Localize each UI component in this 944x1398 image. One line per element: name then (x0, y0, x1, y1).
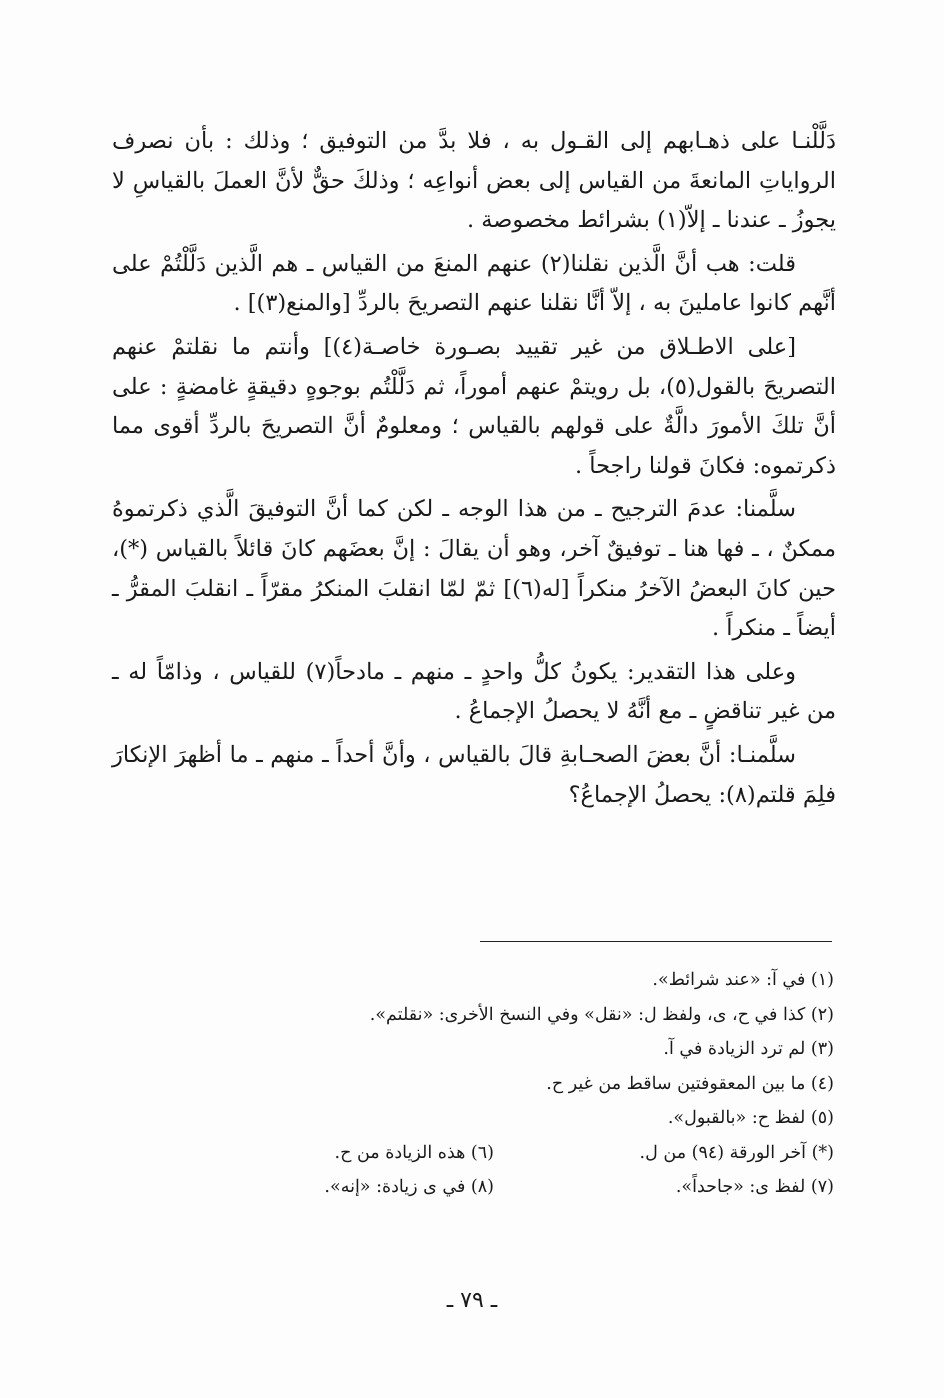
footnote-divider (480, 941, 832, 942)
paragraph-4: سلَّمنا: عدمَ الترجيح ـ من هذا الوجه ـ لكن كما أنَّ التوفيقَ الَّذي ذكرتموهُ ممكنٌ ، ـ فها هنا ـ توفيقٌ آخر، وهو أن يقالَ : إنَّ بعضَهم كانَ قائلاً بالقياس (*)، حين كانَ البعضُ الآخرُ منكراً [له(٦)] ثمّ لمّا انقلبَ المنكرُ مقرّاً ـ انقلبَ المقرُّ ـ أيضاً ـ منكراً . (112, 496, 836, 642)
footnote-7: (٧) لفظ ى: «جاحداً». (675, 1177, 834, 1197)
footnote-4: (٤) ما بين المعقوفتين ساقط من غير ح. (546, 1073, 834, 1094)
footnote-star: (*) آخر الورقة (٩٤) من ل. (639, 1142, 834, 1163)
footnote-row-7-8 (110, 1170, 834, 1205)
footnote-3: (٣) لم ترد الزيادة في آ. (663, 1039, 834, 1059)
footnote-5: (٥) لفظ ح: «بالقبول». (667, 1108, 834, 1128)
paragraph-1: دَلَّلْنـا على ذهـابهم إلى القـول به ، فلا بدَّ من التوفيق ؛ وذلك : بأن نصرف الرواياتِ المانعةَ من القياس إلى بعض أنواعِه ؛ وذلكَ حقٌّ لأنَّ العملَ بالقياسِ لا يجوزُ ـ عندنا ـ إلاّ(١) بشرائط مخصوصة . (112, 128, 836, 234)
page-number: ـ ٧٩ ـ (446, 1288, 498, 1313)
footnote-8: (٨) في ى زيادة: «إنه». (324, 1177, 494, 1197)
footnote-1: (١) في آ: «عند شرائط». (652, 970, 834, 990)
footnote-2: (٢) كذا في ح، ى، ولفظ ل: «نقل» وفي النسخ الأخرى: «نقلتم». (369, 1004, 834, 1025)
paragraph-3: [على الاطـلاق من غير تقييد بصـورة خاصـة(٤)] وأنتم ما نقلتمْ عنهم التصريحَ بالقول(٥)، بل رويتمْ عنهم أموراً، ثم دَلَّلْتُم بوجوهٍ دقيقةٍ غامضةٍ : على أنَّ تلكَ الأمورَ دالَّةٌ على قولهم بالقياس ؛ ومعلومٌ أنَّ التصريحَ بالردِّ أقوى مما ذكرتموه: فكانَ قولنا راجحاً . (112, 333, 836, 479)
paragraph-2: قلت: هب أنَّ الَّذين نقلنا(٢) عنهم المنعَ من القياس ـ هم الَّذين دَلَّلْتُمْ على أنَّهم كانوا عاملينَ به ، إلاّ أنَّا نقلنا عنهم التصريحَ بالردِّ [والمنع(٣)] . (112, 250, 836, 317)
main-text (112, 122, 836, 819)
footnotes (110, 963, 834, 1205)
paragraph-6: سلَّمنـا: أنَّ بعضَ الصحـابةِ قالَ بالقياس ، وأنَّ أحداً ـ منهم ـ ما أظهرَ الإنكارَ فلِمَ قلتم(٨): يحصلُ الإجماعُ؟ (112, 741, 836, 808)
paragraph-5: وعلى هذا التقدير: يكونُ كلُّ واحدٍ ـ منهم ـ مادحاً(٧) للقياس ، وذامّاً له ـ من غير تناقضٍ ـ مع أنَّهُ لا يحصلُ الإجماعُ . (112, 658, 836, 725)
footnote-row-star-6 (110, 1136, 834, 1171)
footnote-6: (٦) هذه الزيادة من ح. (334, 1142, 494, 1163)
